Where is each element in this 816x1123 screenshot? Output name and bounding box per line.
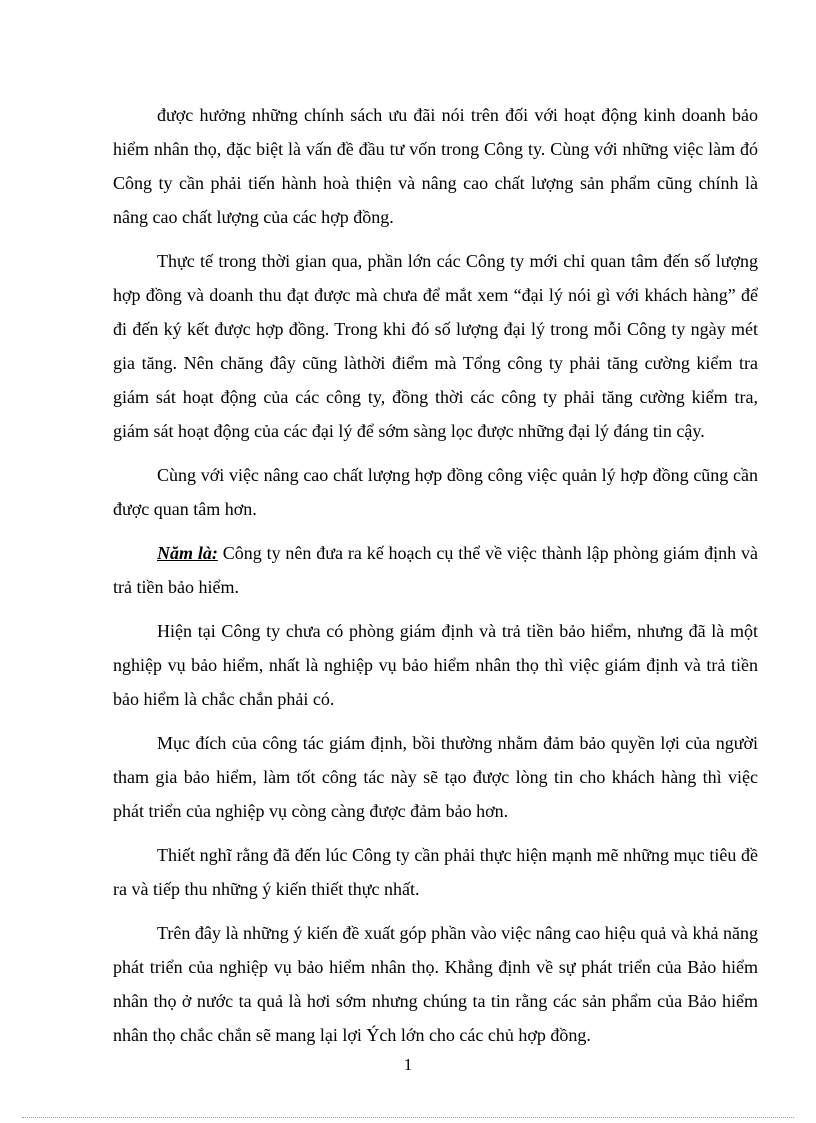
- paragraph-text: Thiết nghĩ rằng đã đến lúc Công ty cần phải thực hiện mạnh mẽ những mục tiêu đề ra và tiếp thu những ý kiến thiết thực nhất.: [113, 845, 758, 899]
- paragraph: [113, 726, 758, 828]
- paragraph-text: Hiện tại Công ty chưa có phòng giám định và trả tiền bảo hiểm, nhưng đã là một nghiệp vụ bảo hiểm, nhất là nghiệp vụ bảo hiểm nhân thọ thì việc giám định và trả tiền bảo hiểm là chắc chắn phải có.: [113, 621, 758, 709]
- document-body: [113, 98, 758, 1062]
- paragraph-text: Trên đây là những ý kiến đề xuất góp phần vào việc nâng cao hiệu quả và khả năng phát triển của nghiệp vụ bảo hiểm nhân thọ. Khẳng định về sự phát triển của Bảo hiểm nhân thọ ở nước ta quả là hơi sớm nhưng chúng ta tin rằng các sản phẩm của Bảo hiểm nhân thọ chắc chắn sẽ mang lại lợi Ých lớn cho các chủ hợp đồng.: [113, 923, 758, 1045]
- paragraph: [113, 244, 758, 448]
- paragraph: [113, 916, 758, 1052]
- paragraph-text: Mục đích của công tác giám định, bồi thường nhằm đảm bảo quyền lợi của người tham gia bảo hiểm, làm tốt công tác này sẽ tạo được lòng tin cho khách hàng thì việc phát triển của nghiệp vụ còng càng được đảm bảo hơn.: [113, 733, 758, 821]
- paragraph: [113, 536, 758, 604]
- paragraph-text: Cùng với việc nâng cao chất lượng hợp đồng công việc quản lý hợp đồng cũng cần được quan tâm hơn.: [113, 465, 758, 519]
- paragraph: [113, 458, 758, 526]
- paragraph: [113, 98, 758, 234]
- page-number: 1: [403, 1055, 413, 1074]
- paragraph-text: được hưởng những chính sách ưu đãi nói trên đối với hoạt động kinh doanh bảo hiểm nhân thọ, đặc biệt là vấn đề đầu tư vốn trong Công ty. Cùng với những việc làm đó Công ty cần phải tiến hành hoà thiện và nâng cao chất lượng sản phẩm cũng chính là nâng cao chất lượng của các hợp đồng.: [113, 105, 758, 227]
- paragraph-text: Công ty nên đưa ra kế hoạch cụ thể về việc thành lập phòng giám định và trả tiền bảo hiểm.: [113, 543, 758, 597]
- section-lead-label: Năm là:: [157, 543, 218, 563]
- footer-divider: [22, 1117, 794, 1118]
- paragraph: [113, 838, 758, 906]
- paragraph: [113, 614, 758, 716]
- paragraph-text: Thực tế trong thời gian qua, phần lớn các Công ty mới chỉ quan tâm đến số lượng hợp đồng và doanh thu đạt được mà chưa để mắt xem “đại lý nói gì với khách hàng” để đi đến ký kết được hợp đồng. Trong khi đó số lượng đại lý trong mỗi Công ty ngày mét gia tăng. Nên chăng đây cũng làthời điểm mà Tổng công ty phải tăng cường kiểm tra giám sát hoạt động của các công ty, đồng thời các công ty phải tăng cường kiểm tra, giám sát hoạt động của các đại lý để sớm sàng lọc được những đại lý đáng tin cậy.: [113, 251, 758, 441]
